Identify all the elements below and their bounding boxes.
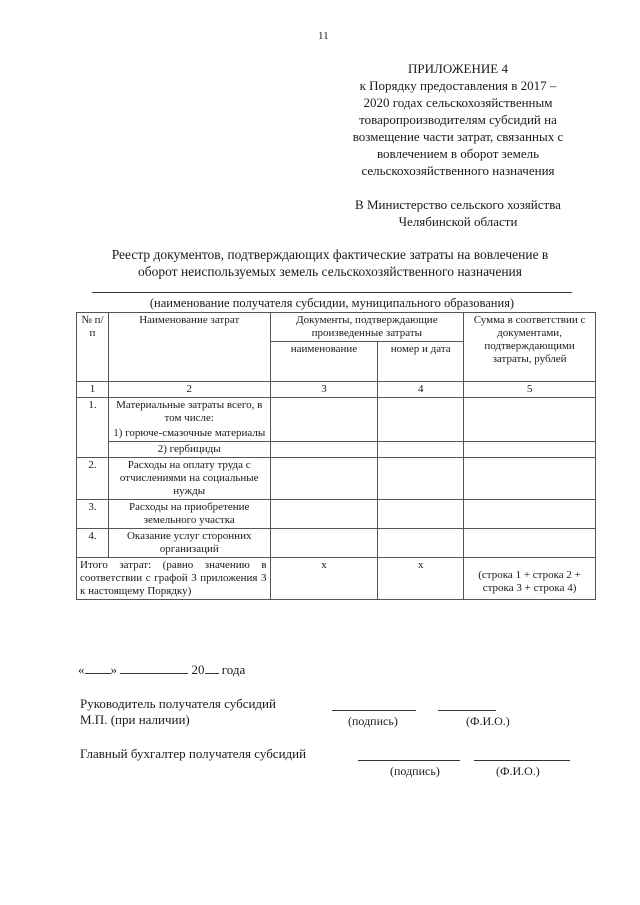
total-col3: x (270, 558, 378, 600)
header-cost-name: Наименование затрат (108, 313, 270, 382)
header-num: № п/п (77, 313, 109, 382)
accountant-signature-label: Главный бухгалтер получателя субсидий (80, 746, 307, 761)
document-title (70, 246, 590, 280)
total-col4: x (378, 558, 464, 600)
year-field[interactable] (205, 660, 219, 674)
header-doc-name: наименование (270, 342, 378, 382)
appendix-line: сельскохозяйственного назначения (361, 163, 555, 178)
total-row (77, 558, 596, 600)
head-signature-caption: (подпись) (348, 714, 398, 728)
cell-empty (464, 458, 596, 500)
header-doc-number-date: номер и дата (378, 342, 464, 382)
total-label: Итого затрат: (равно значению в соответствии с графой 3 приложения 3 к настоящему Порядку) (77, 558, 271, 600)
table-row (77, 426, 596, 442)
head-name-caption: (Ф.И.О.) (466, 714, 510, 728)
head-signature-field[interactable] (332, 697, 416, 711)
column-numbers-row (77, 382, 596, 398)
column-number: 1 (77, 382, 109, 398)
cell-empty (464, 398, 596, 427)
cell-empty (270, 426, 378, 442)
table-row (77, 442, 596, 458)
cell-empty (378, 442, 464, 458)
row-num: 1. (77, 398, 109, 427)
cell-empty (270, 529, 378, 558)
table-row (77, 500, 596, 529)
appendix-line: возмещение части затрат, связанных с (352, 129, 564, 144)
row-num: 4. (77, 529, 109, 558)
recipient-caption: (наименование получателя субсидии, муниципального образования) (149, 296, 515, 310)
column-number: 2 (108, 382, 270, 398)
column-number: 4 (378, 382, 464, 398)
cell-empty (270, 398, 378, 427)
table-header-row (77, 313, 596, 342)
row-name: 2) гербициды (108, 442, 270, 458)
table-row (77, 529, 596, 558)
row-name: 1) горюче-смазочные материалы (108, 426, 270, 442)
appendix-block (318, 60, 598, 179)
cell-empty (270, 500, 378, 529)
accountant-signature-field[interactable] (358, 747, 460, 761)
row-name: Расходы на приобретение земельного участка (108, 500, 270, 529)
total-sum-formula: (строка 1 + строка 2 + строка 3 + строка 4) (464, 558, 596, 600)
row-num (77, 442, 109, 458)
accountant-name-field[interactable] (474, 747, 570, 761)
appendix-line: товаропроизводителям субсидий на (359, 112, 557, 127)
row-name: Материальные затраты всего, в том числе: (108, 398, 270, 427)
year-prefix: 20 (191, 662, 205, 677)
expense-registry-table (76, 312, 596, 600)
cell-empty (378, 426, 464, 442)
month-field[interactable] (120, 660, 188, 674)
date-quote-open: « (78, 662, 85, 677)
cell-empty (378, 458, 464, 500)
row-num: 2. (77, 458, 109, 500)
date-line (78, 660, 245, 678)
head-name-field[interactable] (438, 697, 496, 711)
addressee-block (318, 196, 598, 230)
appendix-line: к Порядку предоставления в 2017 – (359, 78, 557, 93)
title-line: оборот неиспользуемых земель сельскохозяйственного назначения (137, 264, 522, 279)
day-field[interactable] (85, 660, 111, 674)
cell-empty (464, 500, 596, 529)
row-name: Оказание услуг сторонних организаций (108, 529, 270, 558)
column-number: 3 (270, 382, 378, 398)
cell-empty (378, 500, 464, 529)
title-line: Реестр документов, подтверждающих фактические затраты на вовлечение в (111, 247, 549, 262)
addressee-line: В Министерство сельского хозяйства (355, 197, 561, 212)
accountant-signature-caption: (подпись) (390, 764, 440, 778)
cell-empty (378, 398, 464, 427)
row-num (77, 426, 109, 442)
table-row (77, 398, 596, 427)
year-suffix: года (221, 662, 246, 677)
header-sum: Сумма в соответствии с документами, подтверждающими затраты, рублей (464, 313, 596, 382)
addressee-line: Челябинской области (398, 214, 518, 229)
stamp-label: М.П. (при наличии) (80, 712, 190, 727)
page-number: 11 (318, 30, 329, 42)
appendix-line: 2020 годах сельскохозяйственным (363, 95, 553, 110)
cell-empty (270, 458, 378, 500)
table-row (77, 458, 596, 500)
column-number: 5 (464, 382, 596, 398)
recipient-field-line (92, 292, 572, 293)
row-num: 3. (77, 500, 109, 529)
cell-empty (270, 442, 378, 458)
cell-empty (378, 529, 464, 558)
row-name: Расходы на оплату труда с отчислениями на социальные нужды (108, 458, 270, 500)
appendix-heading: ПРИЛОЖЕНИЕ 4 (408, 61, 508, 76)
date-quote-close: » (110, 662, 117, 677)
appendix-line: вовлечением в оборот земель (377, 146, 539, 161)
accountant-name-caption: (Ф.И.О.) (496, 764, 540, 778)
head-signature-label: Руководитель получателя субсидий (80, 696, 276, 711)
cell-empty (464, 529, 596, 558)
cell-empty (464, 442, 596, 458)
header-docs: Документы, подтверждающие произведенные затраты (270, 313, 464, 342)
cell-empty (464, 426, 596, 442)
